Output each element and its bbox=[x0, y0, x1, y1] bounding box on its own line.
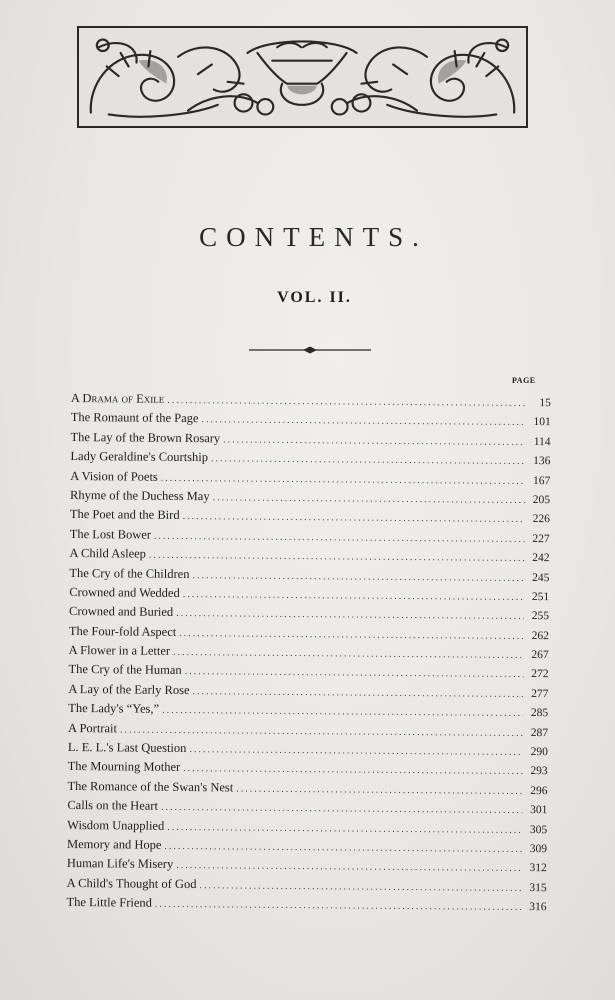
entry-title: The Romance of the Swan's Nest bbox=[67, 778, 234, 795]
foliage-ornament-icon bbox=[79, 28, 526, 126]
entry-title: Calls on the Heart bbox=[67, 798, 159, 813]
entry-page: 309 bbox=[529, 843, 548, 856]
entry-page: 262 bbox=[531, 629, 549, 642]
entry-page: 267 bbox=[531, 649, 549, 662]
entry-page: 301 bbox=[530, 804, 548, 817]
entry-page: 242 bbox=[532, 552, 550, 565]
entry-title: The Romaunt of the Page bbox=[70, 410, 199, 426]
entry-page: 316 bbox=[529, 901, 547, 914]
entry-page: 251 bbox=[531, 590, 550, 604]
contents-title: CONTENTS. bbox=[199, 222, 428, 252]
entry-page: 305 bbox=[529, 823, 548, 836]
page-column-header: PAGE bbox=[512, 376, 536, 385]
entry-page: 293 bbox=[530, 765, 548, 778]
contents-list bbox=[66, 389, 551, 917]
entry-page: 296 bbox=[530, 784, 548, 797]
entry-title: A Child Asleep bbox=[69, 546, 147, 561]
entry-page: 101 bbox=[533, 416, 551, 429]
entry-page: 312 bbox=[529, 862, 547, 875]
entry-page: 287 bbox=[530, 726, 549, 739]
entry-title: The Little Friend bbox=[66, 895, 152, 910]
entry-page: 285 bbox=[530, 707, 549, 720]
volume-label: VOL. II. bbox=[277, 289, 352, 306]
entry-title: A Drama of Exile bbox=[70, 390, 165, 406]
entry-page: 114 bbox=[533, 435, 551, 448]
entry-title: The Cry of the Human bbox=[68, 662, 182, 678]
entry-page: 167 bbox=[532, 474, 551, 487]
entry-title: The Poet and the Bird bbox=[69, 507, 180, 523]
entry-title: A Lay of the Early Rose bbox=[68, 681, 190, 697]
entry-title: The Mourning Mother bbox=[67, 759, 181, 775]
entry-title: The Lost Bower bbox=[69, 526, 152, 542]
entry-title: A Flower in a Letter bbox=[68, 643, 171, 658]
entry-page: 205 bbox=[532, 493, 551, 507]
entry-title: L. E. L.'s Last Question bbox=[67, 740, 187, 756]
entry-page: 277 bbox=[531, 687, 549, 701]
entry-page: 15 bbox=[539, 397, 551, 410]
entry-title: Crowned and Buried bbox=[68, 604, 174, 620]
entry-title: Rhyme of the Duchess May bbox=[70, 487, 210, 504]
entry-page: 245 bbox=[532, 571, 550, 584]
entry-title: The Cry of the Children bbox=[69, 565, 190, 581]
entry-page: 136 bbox=[533, 455, 551, 468]
entry-title: Crowned and Wedded bbox=[69, 584, 180, 600]
entry-title: Human Life's Misery bbox=[66, 856, 174, 872]
entry-title: A Child's Thought of God bbox=[66, 875, 197, 891]
entry-title: The Four-fold Aspect bbox=[68, 623, 177, 639]
entry-title: The Lady's “Yes,” bbox=[68, 701, 160, 717]
entry-page: 226 bbox=[532, 513, 550, 526]
entry-title: The Lay of the Brown Rosary bbox=[70, 429, 221, 446]
entry-title: Memory and Hope bbox=[66, 836, 162, 852]
entry-page: 255 bbox=[531, 610, 550, 623]
entry-page: 227 bbox=[532, 532, 550, 545]
decorative-rule bbox=[249, 344, 371, 356]
entry-title: A Vision of Poets bbox=[70, 468, 158, 484]
entry-page: 315 bbox=[529, 881, 547, 894]
entry-title: A Portrait bbox=[67, 720, 118, 736]
entry-page: 272 bbox=[531, 668, 549, 681]
entry-title: Wisdom Unapplied bbox=[67, 817, 165, 833]
entry-page: 290 bbox=[530, 746, 548, 759]
ornamental-headpiece bbox=[77, 26, 528, 128]
entry-title: Lady Geraldine's Courtship bbox=[70, 449, 209, 465]
